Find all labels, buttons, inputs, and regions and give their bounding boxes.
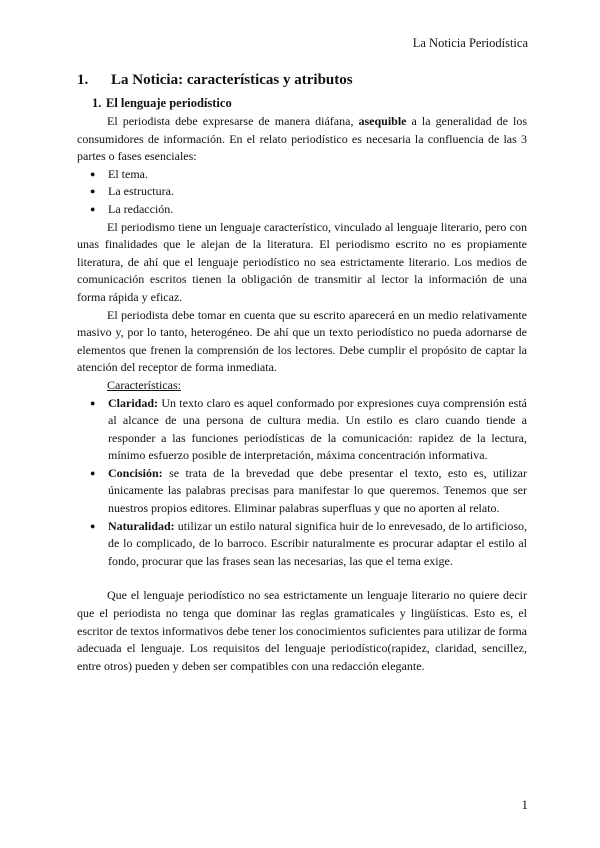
paragraph-intro (77, 113, 527, 166)
list-item: ● El tema. (77, 166, 527, 184)
characteristics-heading: Características: (107, 377, 181, 392)
characteristic-term: Claridad: (108, 395, 159, 410)
section-title: La Noticia: características y atributos (111, 72, 353, 88)
paragraph-conclusion: Que el lenguaje periodístico no sea estrictamente un lenguaje literario no quiere decir que el periodista no tenga que dominar las reglas gramaticales y lingüísticas. Esto es, el escritor de textos informativos debe tener los conocimientos suficientes para utilizar de forma adecuada el lenguaje. Los requisitos del lenguaje periodístico(rapidez, claridad, sencillez, entre otros) pueden y deben ser compatibles con una redacción elegante. (77, 588, 527, 673)
characteristics-list (77, 395, 527, 571)
blank-line (77, 570, 527, 587)
list-item (77, 518, 527, 571)
list-item: ● La estructura. (77, 183, 527, 201)
document-body (77, 70, 527, 675)
paragraph-audience: El periodista debe tomar en cuenta que su escrito aparecerá en un medio relativamente masivo y, por lo tanto, heterogéneo. De ahí que un texto periodístico no pueda adornarse de elementos que frenen la comprensión de los lectores. Debe cumplir el propósito de captar la atención del receptor de forma inmediata. (77, 307, 527, 375)
subsection-number: 1. (92, 96, 102, 110)
paragraph-intro-start: El periodista debe expresarse de manera diáfana, (107, 114, 359, 128)
running-header: La Noticia Periodística (412, 36, 528, 50)
page-number: 1 (521, 797, 528, 812)
list-item (77, 395, 527, 465)
section-heading (77, 70, 527, 90)
subsection-heading (92, 94, 527, 112)
paragraph-intro-end: a la generalidad de los consumidores de información. En el relato periodístico es necesaria la confluencia de las 3 partes o fases esenciales: (77, 114, 527, 164)
list-item (77, 465, 527, 518)
characteristic-term: Concisión: (108, 465, 163, 480)
bold-term-asequible: asequible (358, 114, 407, 128)
subsection-title: El lenguaje periodístico (106, 96, 232, 110)
characteristic-text: se trata de la brevedad que debe presentar el texto, esto es, utilizar únicamente las palabras precisas para manifestar lo que queremos. Tenemos que ser nuestros propios editores. Eliminar palabras superfluas y que no aporten al relato. (108, 465, 527, 516)
section-number: 1. (77, 72, 89, 88)
list-item: ● La redacción. (77, 201, 527, 219)
characteristic-term: Naturalidad: (108, 518, 175, 533)
phases-list (77, 166, 527, 219)
paragraph-language: El periodismo tiene un lenguaje característico, vinculado al lenguaje literario, pero con unas finalidades que le alejan de la literatura. El periodismo escrito no es propiamente literatura, de ahí que el lenguaje periodístico no sea estrictamente literario. Los medios de comunicación escritos tienen la obligación de transmitir al lector la información de una forma rápida y eficaz. (77, 219, 527, 304)
characteristic-text: utilizar un estilo natural significa huir de lo enrevesado, de lo artificioso, de lo complicado, de lo barroco. Escribir naturalmente es procurar adaptar el estilo al fondo, procurar que las frases sean las necesarias, las que el tema exige. (108, 518, 527, 568)
characteristic-text: Un texto claro es aquel conformado por expresiones cuya comprensión está al alcance de una persona de cultura media. Un estilo es claro cuando tiende a responder a las funciones periodísticas de la comunicación: rapidez de la lectura, mínimo esfuerzo posible de interpretación, máxima concentración informativa. (108, 395, 527, 463)
